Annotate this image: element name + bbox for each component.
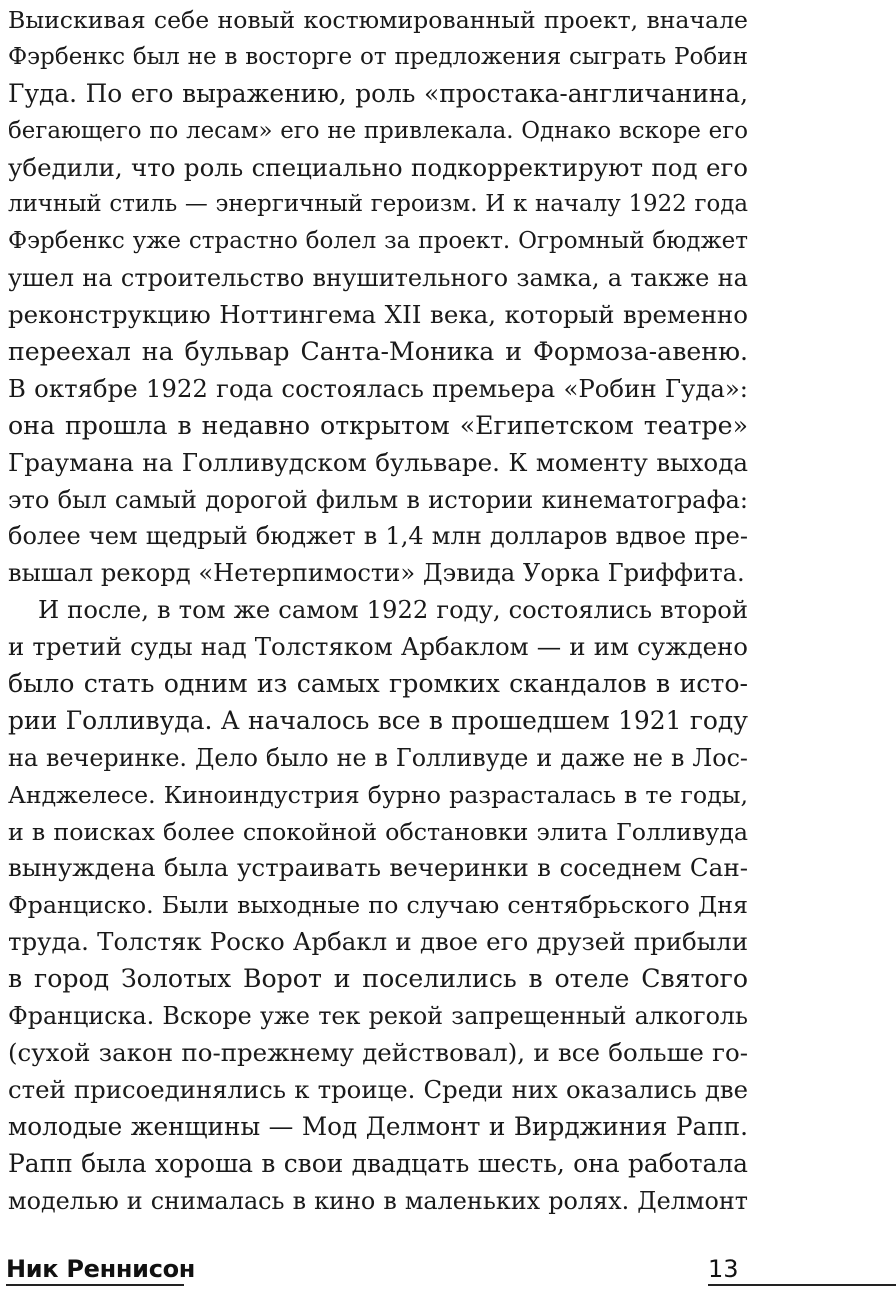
text-line: Анджелесе. Киноиндустрия бурно разрасталась в те годы, — [8, 780, 748, 809]
text-line: И после, в том же самом 1922 году, состоялись второй — [38, 595, 748, 625]
text-line: Фэрбенкс уже страстно болел за проект. Огромный бюджет — [8, 228, 748, 255]
text-line: убедили, что роль специально подкорректируют под его — [8, 152, 748, 182]
text-line: и третий суды над Толстяком Арбаклом — и им суждено — [8, 632, 748, 662]
text-line: переехал на бульвар Санта-Моника и Формоза-авеню. — [8, 337, 748, 367]
text-line: стей присоединялись к троице. Среди них оказались две — [8, 1074, 748, 1104]
text-line: реконструкцию Ноттингема XII века, который временно — [8, 300, 748, 330]
text-line: молодые женщины — Мод Делмонт и Вирджиния Рапп. — [8, 1111, 748, 1141]
text-line: бегающего по лесам» его не привлекала. Однако вскоре его — [8, 117, 748, 144]
text-line: личный стиль — энергичный героизм. И к началу 1922 года — [8, 191, 748, 218]
text-line: вынуждена была устраивать вечеринки в соседнем Сан- — [8, 853, 748, 883]
page-number-rule — [708, 1284, 896, 1286]
text-line: моделью и снималась в кино в маленьких ролях. Делмонт — [8, 1186, 748, 1215]
text-line: Рапп была хороша в свои двадцать шесть, она работала — [8, 1148, 748, 1178]
body-text — [8, 2, 888, 1219]
text-line: Выискивая себе новый костюмированный проект, вначале — [8, 6, 748, 34]
text-line: это был самый дорогой фильм в истории кинематографа: — [8, 485, 748, 514]
text-line: Франциска. Вскоре уже тек рекой запрещенный алкоголь — [8, 1002, 748, 1031]
text-line: Франциско. Были выходные по случаю сентябрьского Дня — [8, 891, 748, 920]
text-line: вышал рекорд «Нетерпимости» Дэвида Уорка Гриффита. — [8, 559, 745, 588]
page-number: 13 — [708, 1255, 739, 1283]
text-line: было стать одним из самых громких скандалов в исто- — [8, 669, 748, 699]
text-line: на вечеринке. Дело было не в Голливуде и даже не в Лос- — [8, 743, 748, 772]
footer-author: Ник Реннисон — [6, 1255, 196, 1283]
text-line: ушел на строительство внушительного замка, а также на — [8, 264, 748, 293]
text-line: В октябре 1922 года состоялась премьера «Робин Гуда»: — [8, 373, 748, 403]
text-line: Граумана на Голливудском бульваре. К моменту выхода — [8, 447, 748, 477]
text-line: она прошла в недавно открытом «Египетском театре» — [8, 410, 748, 440]
text-line: рии Голливуда. А началось все в прошедшем 1921 году — [8, 705, 748, 735]
text-line: (сухой закон по-прежнему действовал), и все больше го- — [8, 1037, 748, 1067]
text-line: в город Золотых Ворот и поселились в отеле Святого — [8, 964, 748, 994]
text-line: Гуда. По его выражению, роль «простака-англичанина, — [8, 78, 748, 108]
text-line: более чем щедрый бюджет в 1,4 млн долларов вдвое пре- — [8, 522, 748, 551]
text-line: труда. Толстяк Роско Арбакл и двое его друзей прибыли — [8, 927, 748, 957]
text-line: и в поисках более спокойной обстановки элита Голливуда — [8, 817, 748, 846]
text-line: Фэрбенкс был не в восторге от предложения сыграть Робин — [8, 43, 748, 70]
footer-author-underline — [6, 1284, 184, 1286]
